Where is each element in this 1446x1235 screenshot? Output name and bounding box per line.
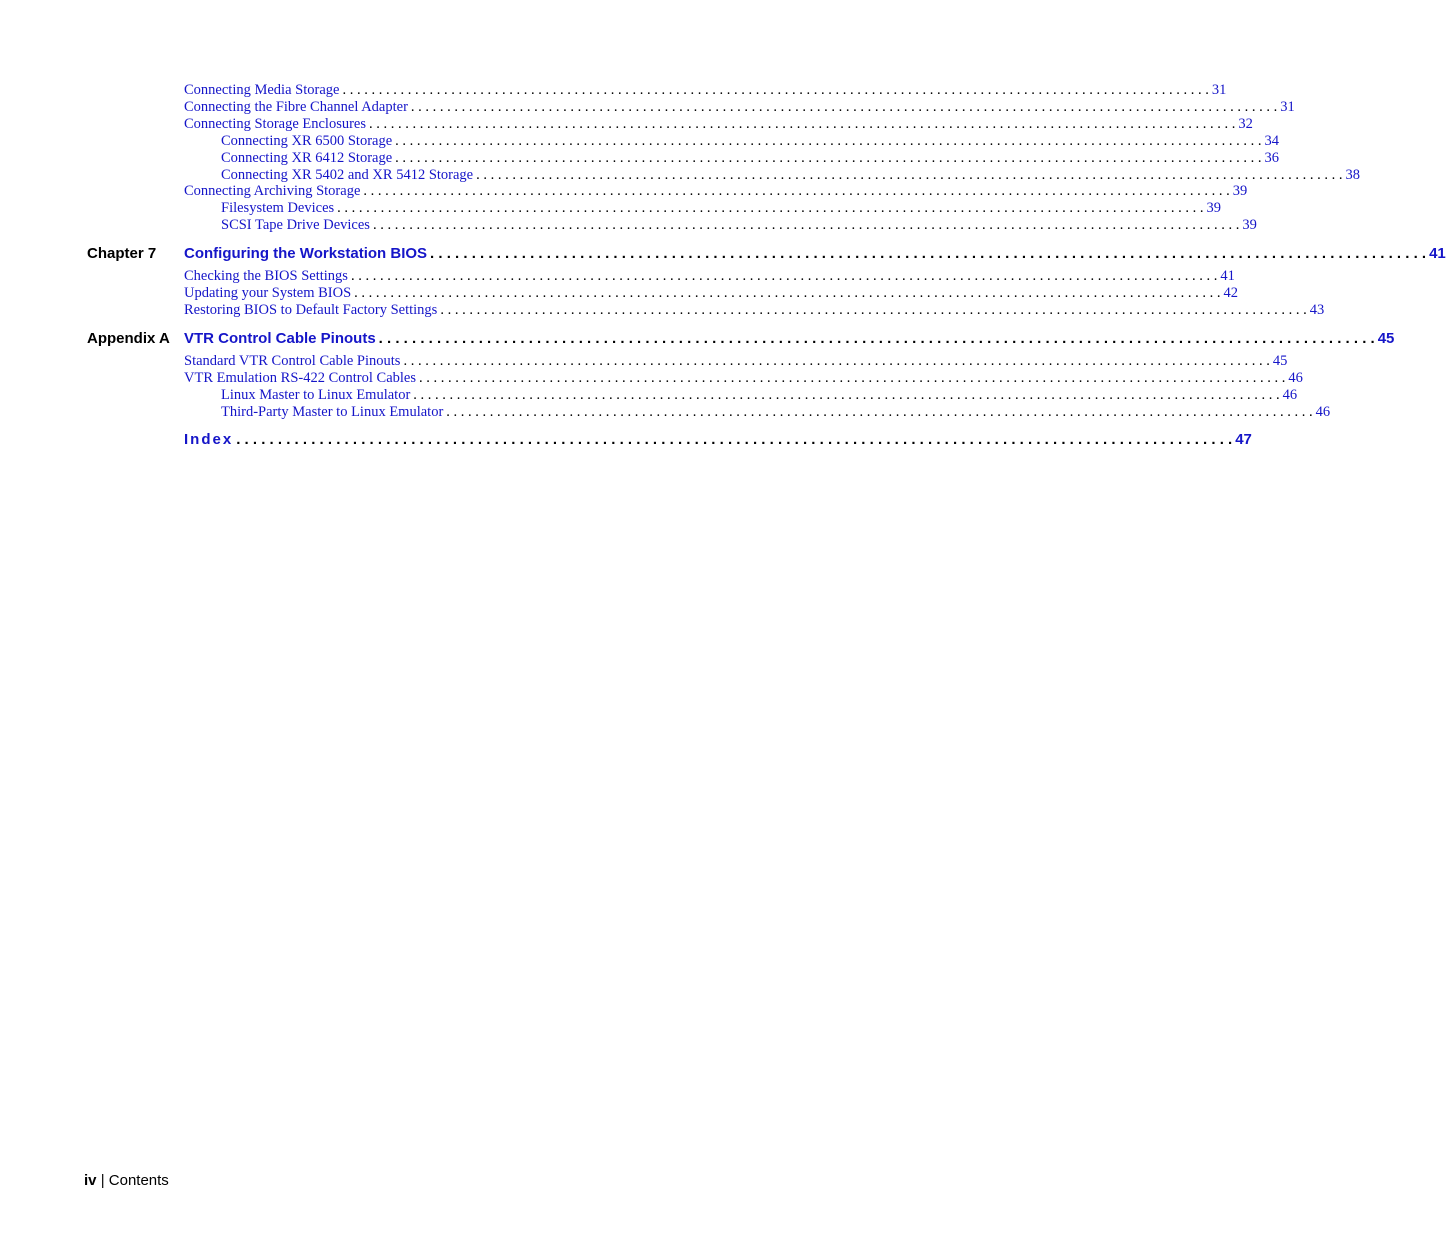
dot-leader: . . . . . . . . . . . . . . . . . . . . . . . . . . . . . . . . . . . . . . . . . . . . . . . . . . . . . . . . . . . . . . . . . . . . . . . . . . . . . . . . . . . . . . . . . . . . . . . . . . . . . . . . . . . . . . . . . . . . . . . . xyxy=(410,99,1278,115)
toc-entry[interactable] xyxy=(184,99,1295,116)
toc-entry-page[interactable]: 36 xyxy=(1264,150,1280,166)
toc-entry-title[interactable]: Connecting Storage Enclosures xyxy=(184,116,367,132)
toc-entry-page[interactable]: 31 xyxy=(1211,82,1227,98)
toc-entry-page[interactable]: 46 xyxy=(1282,387,1298,403)
dot-leader: . . . . . . . . . . . . . . . . . . . . . . . . . . . . . . . . . . . . . . . . . . . . . . . . . . . . . . . . . . . . . . . . . . . . . . . . . . . . . . . . . . . . . . . . . . . . . . . . . . . . . . . . . . . . . . . . . . . . . . . . xyxy=(354,285,1221,301)
toc-chapter-page[interactable]: 41 xyxy=(1429,245,1446,262)
toc-entry-title[interactable]: Third-Party Master to Linux Emulator xyxy=(221,404,444,420)
toc-appendix-entry[interactable] xyxy=(184,330,1395,348)
toc-subentry[interactable] xyxy=(221,404,1331,421)
dot-leader: . . . . . . . . . . . . . . . . . . . . . . . . . . . . . . . . . . . . . . . . . . . . . . . . . . . . . . . . . . . . . . . . . . . . . . . . . . . . . . . . . . . . . . . . . . . . . . . . . . . . . . . . . . . . . . . . . . . . . . . . xyxy=(369,116,1236,132)
dot-leader: . . . . . . . . . . . . . . . . . . . . . . . . . . . . . . . . . . . . . . . . . . . . . . . . . . . . . . . . . . . . . . . . . . . . . . . . . . . . . . . . . . . . . . . . . . . . . . . . . . . . . . . . . . . . . . . . . . . . . . . . xyxy=(395,133,1262,149)
toc-entry-title[interactable]: Linux Master to Linux Emulator xyxy=(221,387,411,403)
toc-entry[interactable] xyxy=(184,116,1253,133)
dot-leader: . . . . . . . . . . . . . . . . . . . . . . . . . . . . . . . . . . . . . . . . . . . . . . . . . . . . . . . . . . . . . . . . . . . . . . . . . . . . . . . . . . . . . . . . . . . . . . . . . . . . . . . . . . . . . . . . . . . . . . . . xyxy=(413,387,1280,403)
toc-chapter-title[interactable]: Configuring the Workstation BIOS xyxy=(184,245,428,262)
toc-chapter-page[interactable]: 45 xyxy=(1377,330,1395,347)
dot-leader: . . . . . . . . . . . . . . . . . . . . . . . . . . . . . . . . . . . . . . . . . . . . . . . . . . . . . . . . . . . . . . . . . . . . . . . . . . . . . . . . . . . . . . . . . . . . . . . . . . . . . . . . . . . . . . . . . . . . . . . . xyxy=(403,353,1270,369)
page-footer xyxy=(84,1172,169,1190)
toc-entry-title[interactable]: Restoring BIOS to Default Factory Settings xyxy=(184,302,438,318)
toc-chapter-entry[interactable] xyxy=(184,245,1446,263)
toc-subentry[interactable] xyxy=(221,133,1280,150)
dot-leader: . . . . . . . . . . . . . . . . . . . . . . . . . . . . . . . . . . . . . . . . . . . . . . . . . . . . . . . . . . . . . . . . . . . . . . . . . . . . . . . . . . . . . . . . . . . . . . . . . . . . . . . . . . . . . . . . . . . . . . . . xyxy=(363,183,1230,199)
dot-leader: . . . . . . . . . . . . . . . . . . . . . . . . . . . . . . . . . . . . . . . . . . . . . . . . . . . . . . . . . . . . . . . . . . . . . . . . . . . . . . . . . . . . . . . . . . . . . . . . . . . . . . . . . . . . . . . . . . . . . . . . xyxy=(350,268,1218,284)
dot-leader: . . . . . . . . . . . . . . . . . . . . . . . . . . . . . . . . . . . . . . . . . . . . . . . . . . . . . . . . . . . . . . . . . . . . . . . . . . . . . . . . . . . . . . . . . . . . . . . . . . . . . . . . . . . . . . . . . . . . . . . . xyxy=(236,431,1233,448)
toc-entry-page[interactable]: 39 xyxy=(1242,217,1257,233)
toc-entry-title[interactable]: Connecting the Fibre Channel Adapter xyxy=(184,99,408,115)
dot-leader: . . . . . . . . . . . . . . . . . . . . . . . . . . . . . . . . . . . . . . . . . . . . . . . . . . . . . . . . . . . . . . . . . . . . . . . . . . . . . . . . . . . . . . . . . . . . . . . . . . . . . . . . . . . . . . . . . . . . . . . . xyxy=(446,404,1313,420)
toc-entry-title[interactable]: Standard VTR Control Cable Pinouts xyxy=(184,353,401,369)
toc-entry[interactable] xyxy=(184,370,1303,387)
toc-entry[interactable] xyxy=(184,285,1239,302)
toc-entry-page[interactable]: 39 xyxy=(1206,200,1222,216)
footer-section: Contents xyxy=(108,1172,169,1189)
toc-entry-page[interactable]: 34 xyxy=(1264,133,1280,149)
toc-entry-title[interactable]: Connecting XR 6500 Storage xyxy=(221,133,393,149)
dot-leader: . . . . . . . . . . . . . . . . . . . . . . . . . . . . . . . . . . . . . . . . . . . . . . . . . . . . . . . . . . . . . . . . . . . . . . . . . . . . . . . . . . . . . . . . . . . . . . . . . . . . . . . . . . . . . . . . . . . . . . . . xyxy=(337,200,1204,216)
toc-entry-title[interactable]: Checking the BIOS Settings xyxy=(184,268,348,284)
toc-subentry[interactable] xyxy=(221,167,1360,184)
toc-entry-page[interactable]: 43 xyxy=(1309,302,1325,318)
toc-entry[interactable] xyxy=(184,302,1325,319)
toc-entry-title[interactable]: Filesystem Devices xyxy=(221,200,335,216)
toc-entry-title[interactable]: SCSI Tape Drive Devices xyxy=(221,217,370,233)
toc-index-entry[interactable] xyxy=(184,431,1252,449)
toc-entry-page[interactable]: 46 xyxy=(1315,404,1331,420)
toc-entry-page[interactable]: 31 xyxy=(1280,99,1295,115)
toc-entry[interactable] xyxy=(184,268,1235,285)
toc-entry-title[interactable]: Updating your System BIOS xyxy=(184,285,352,301)
dot-leader: . . . . . . . . . . . . . . . . . . . . . . . . . . . . . . . . . . . . . . . . . . . . . . . . . . . . . . . . . . . . . . . . . . . . . . . . . . . . . . . . . . . . . . . . . . . . . . . . . . . . . . . . . . . . . . . . . . . . . . . . xyxy=(372,217,1240,233)
dot-leader: . . . . . . . . . . . . . . . . . . . . . . . . . . . . . . . . . . . . . . . . . . . . . . . . . . . . . . . . . . . . . . . . . . . . . . . . . . . . . . . . . . . . . . . . . . . . . . . . . . . . . . . . . . . . . . . . . . . . . . . . xyxy=(378,330,1375,347)
appendix-label: Appendix A xyxy=(87,330,170,347)
toc-entry-page[interactable]: 39 xyxy=(1232,183,1248,199)
toc-entry-page[interactable]: 38 xyxy=(1345,167,1360,183)
toc-subentry[interactable] xyxy=(221,387,1298,404)
toc-index-title[interactable]: Index xyxy=(184,431,234,448)
dot-leader: . . . . . . . . . . . . . . . . . . . . . . . . . . . . . . . . . . . . . . . . . . . . . . . . . . . . . . . . . . . . . . . . . . . . . . . . . . . . . . . . . . . . . . . . . . . . . . . . . . . . . . . . . . . . . . . . . . . . . . . . xyxy=(476,167,1343,183)
dot-leader: . . . . . . . . . . . . . . . . . . . . . . . . . . . . . . . . . . . . . . . . . . . . . . . . . . . . . . . . . . . . . . . . . . . . . . . . . . . . . . . . . . . . . . . . . . . . . . . . . . . . . . . . . . . . . . . . . . . . . . . . xyxy=(342,82,1209,98)
toc-chapter-title[interactable]: VTR Control Cable Pinouts xyxy=(184,330,376,347)
toc-entry-title[interactable]: Connecting XR 6412 Storage xyxy=(221,150,393,166)
toc-subentry[interactable] xyxy=(221,217,1257,234)
toc-entry[interactable] xyxy=(184,353,1288,370)
footer-separator: | xyxy=(100,1172,105,1189)
toc-entry[interactable] xyxy=(184,183,1248,200)
dot-leader: . . . . . . . . . . . . . . . . . . . . . . . . . . . . . . . . . . . . . . . . . . . . . . . . . . . . . . . . . . . . . . . . . . . . . . . . . . . . . . . . . . . . . . . . . . . . . . . . . . . . . . . . . . . . . . . . . . . . . . . . xyxy=(430,245,1427,262)
toc-subentry[interactable] xyxy=(221,200,1222,217)
footer-page-number: iv xyxy=(84,1172,97,1189)
toc-entry-title[interactable]: VTR Emulation RS-422 Control Cables xyxy=(184,370,416,386)
toc-entry[interactable] xyxy=(184,82,1227,99)
dot-leader: . . . . . . . . . . . . . . . . . . . . . . . . . . . . . . . . . . . . . . . . . . . . . . . . . . . . . . . . . . . . . . . . . . . . . . . . . . . . . . . . . . . . . . . . . . . . . . . . . . . . . . . . . . . . . . . . . . . . . . . . xyxy=(419,370,1286,386)
toc-entry-page[interactable]: 45 xyxy=(1272,353,1288,369)
toc-entry-page[interactable]: 41 xyxy=(1220,268,1235,284)
toc-subentry[interactable] xyxy=(221,150,1280,167)
toc-entry-title[interactable]: Connecting Media Storage xyxy=(184,82,340,98)
toc-entry-page[interactable]: 42 xyxy=(1223,285,1239,301)
toc-entry-page[interactable]: 46 xyxy=(1288,370,1303,386)
chapter-label: Chapter 7 xyxy=(87,245,157,262)
toc-entry-page[interactable]: 32 xyxy=(1238,116,1253,132)
toc-entry-title[interactable]: Connecting Archiving Storage xyxy=(184,183,361,199)
dot-leader: . . . . . . . . . . . . . . . . . . . . . . . . . . . . . . . . . . . . . . . . . . . . . . . . . . . . . . . . . . . . . . . . . . . . . . . . . . . . . . . . . . . . . . . . . . . . . . . . . . . . . . . . . . . . . . . . . . . . . . . . xyxy=(395,150,1262,166)
toc-index-page[interactable]: 47 xyxy=(1235,431,1252,448)
dot-leader: . . . . . . . . . . . . . . . . . . . . . . . . . . . . . . . . . . . . . . . . . . . . . . . . . . . . . . . . . . . . . . . . . . . . . . . . . . . . . . . . . . . . . . . . . . . . . . . . . . . . . . . . . . . . . . . . . . . . . . . . xyxy=(440,302,1307,318)
toc-entry-title[interactable]: Connecting XR 5402 and XR 5412 Storage xyxy=(221,167,474,183)
